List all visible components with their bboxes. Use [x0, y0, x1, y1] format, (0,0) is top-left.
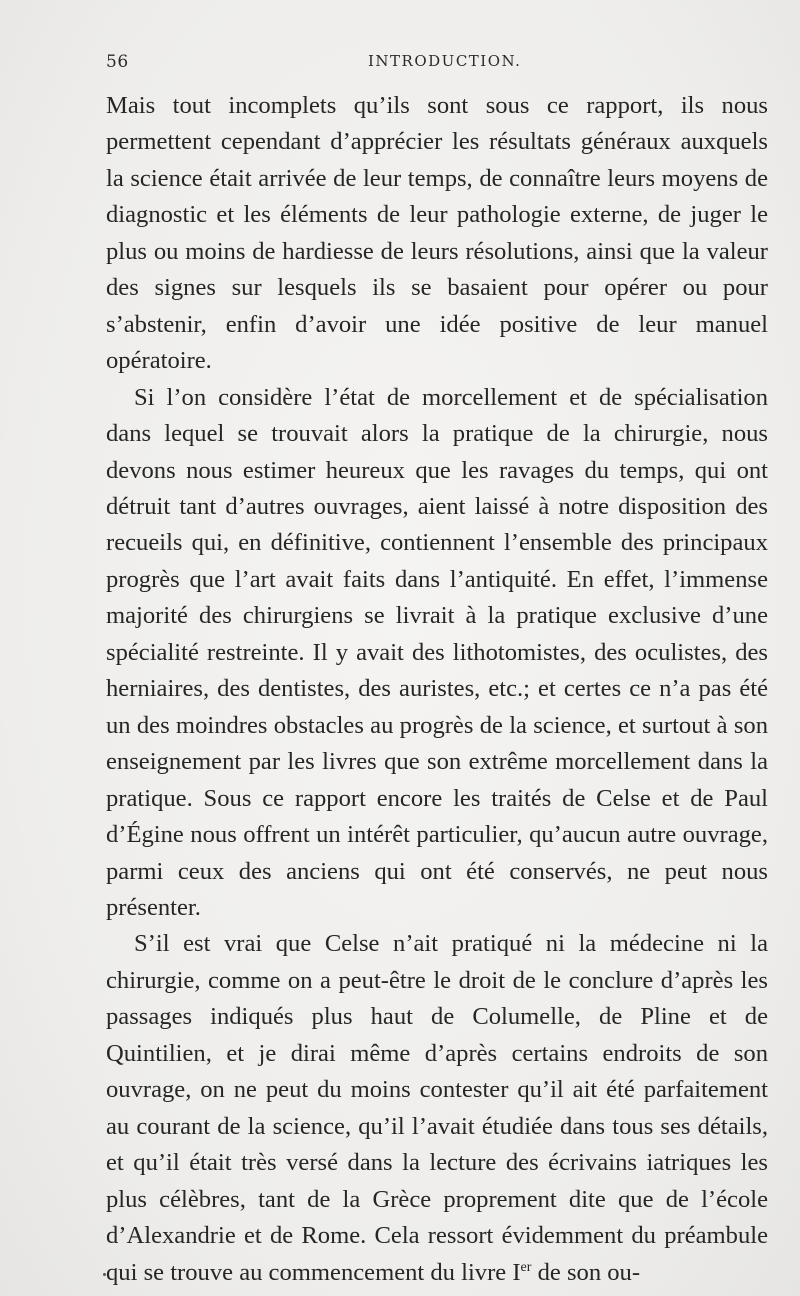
paragraph-3-end: de son ou-: [531, 1258, 641, 1286]
ink-speck: [103, 1273, 106, 1276]
page-header: [106, 52, 768, 76]
superscript: er: [520, 1259, 532, 1275]
page-number: 56: [106, 52, 129, 72]
body-text: [106, 88, 768, 1291]
paragraph-1: Mais tout incomplets qu’ils sont sous ce rapport, ils nous permettent cependant d’apprécier les résultats généraux auxquels la science était arrivée de leur temps, de connaître leurs moyens de diagnostic et les éléments de leur pathologie externe, de juger le plus ou moins de hardiesse de leurs résolutions, ainsi que la valeur des signes sur lesquels ils se basaient pour opérer ou pour s’abstenir, enfin d’avoir une idée positive de leur manuel opératoire.: [106, 92, 768, 375]
paragraph-2: Si l’on considère l’état de morcellement et de spécialisation dans lequel se trouvait alors la pratique de la chirurgie, nous devons nous estimer heureux que les ravages du temps, qui ont détruit tant d’autres ouvrages, aient laissé à notre disposition des recueils qui, en définitive, contiennent l’ensemble des principaux progrès que l’art avait faits dans l’antiquité. En effet, l’immense majorité des chirurgiens se livrait à la pratique exclusive d’une spécialité restreinte. Il y avait des lithotomistes, des oculistes, des herniaires, des dentistes, des auristes, etc.; et certes ce n’a pas été un des moindres obstacles au progrès de la science, et surtout à son enseignement par les livres que son extrême morcellement dans la pratique. Sous ce rapport encore les traités de Celse et de Paul d’Égine nous offrent un intérêt particulier, qu’aucun autre ouvrage, parmi ceux des anciens qui ont été conservés, ne peut nous présenter.: [106, 383, 768, 921]
running-head: INTRODUCTION.: [368, 52, 522, 70]
paragraph-3-text: S’il est vrai que Celse n’ait pratiqué ni la médecine ni la chirurgie, comme on a peut-être le droit de le conclure d’après les passages indiqués plus haut de Columelle, de Pline et de Quintilien, et je dirai même d’après certains endroits de son ouvrage, on ne peut du moins contester qu’il ait été parfaitement au courant de la science, qu’il l’avait étudiée dans tous ses détails, et qu’il était très versé dans la lecture des écrivains iatriques les plus célèbres, tant de la Grèce proprement dite que de l’école d’Alexandrie et de Rome. Cela ressort évidemment du préambule qui se trouve au commencement du livre I: [106, 930, 768, 1286]
paragraph-3: [106, 926, 768, 1291]
